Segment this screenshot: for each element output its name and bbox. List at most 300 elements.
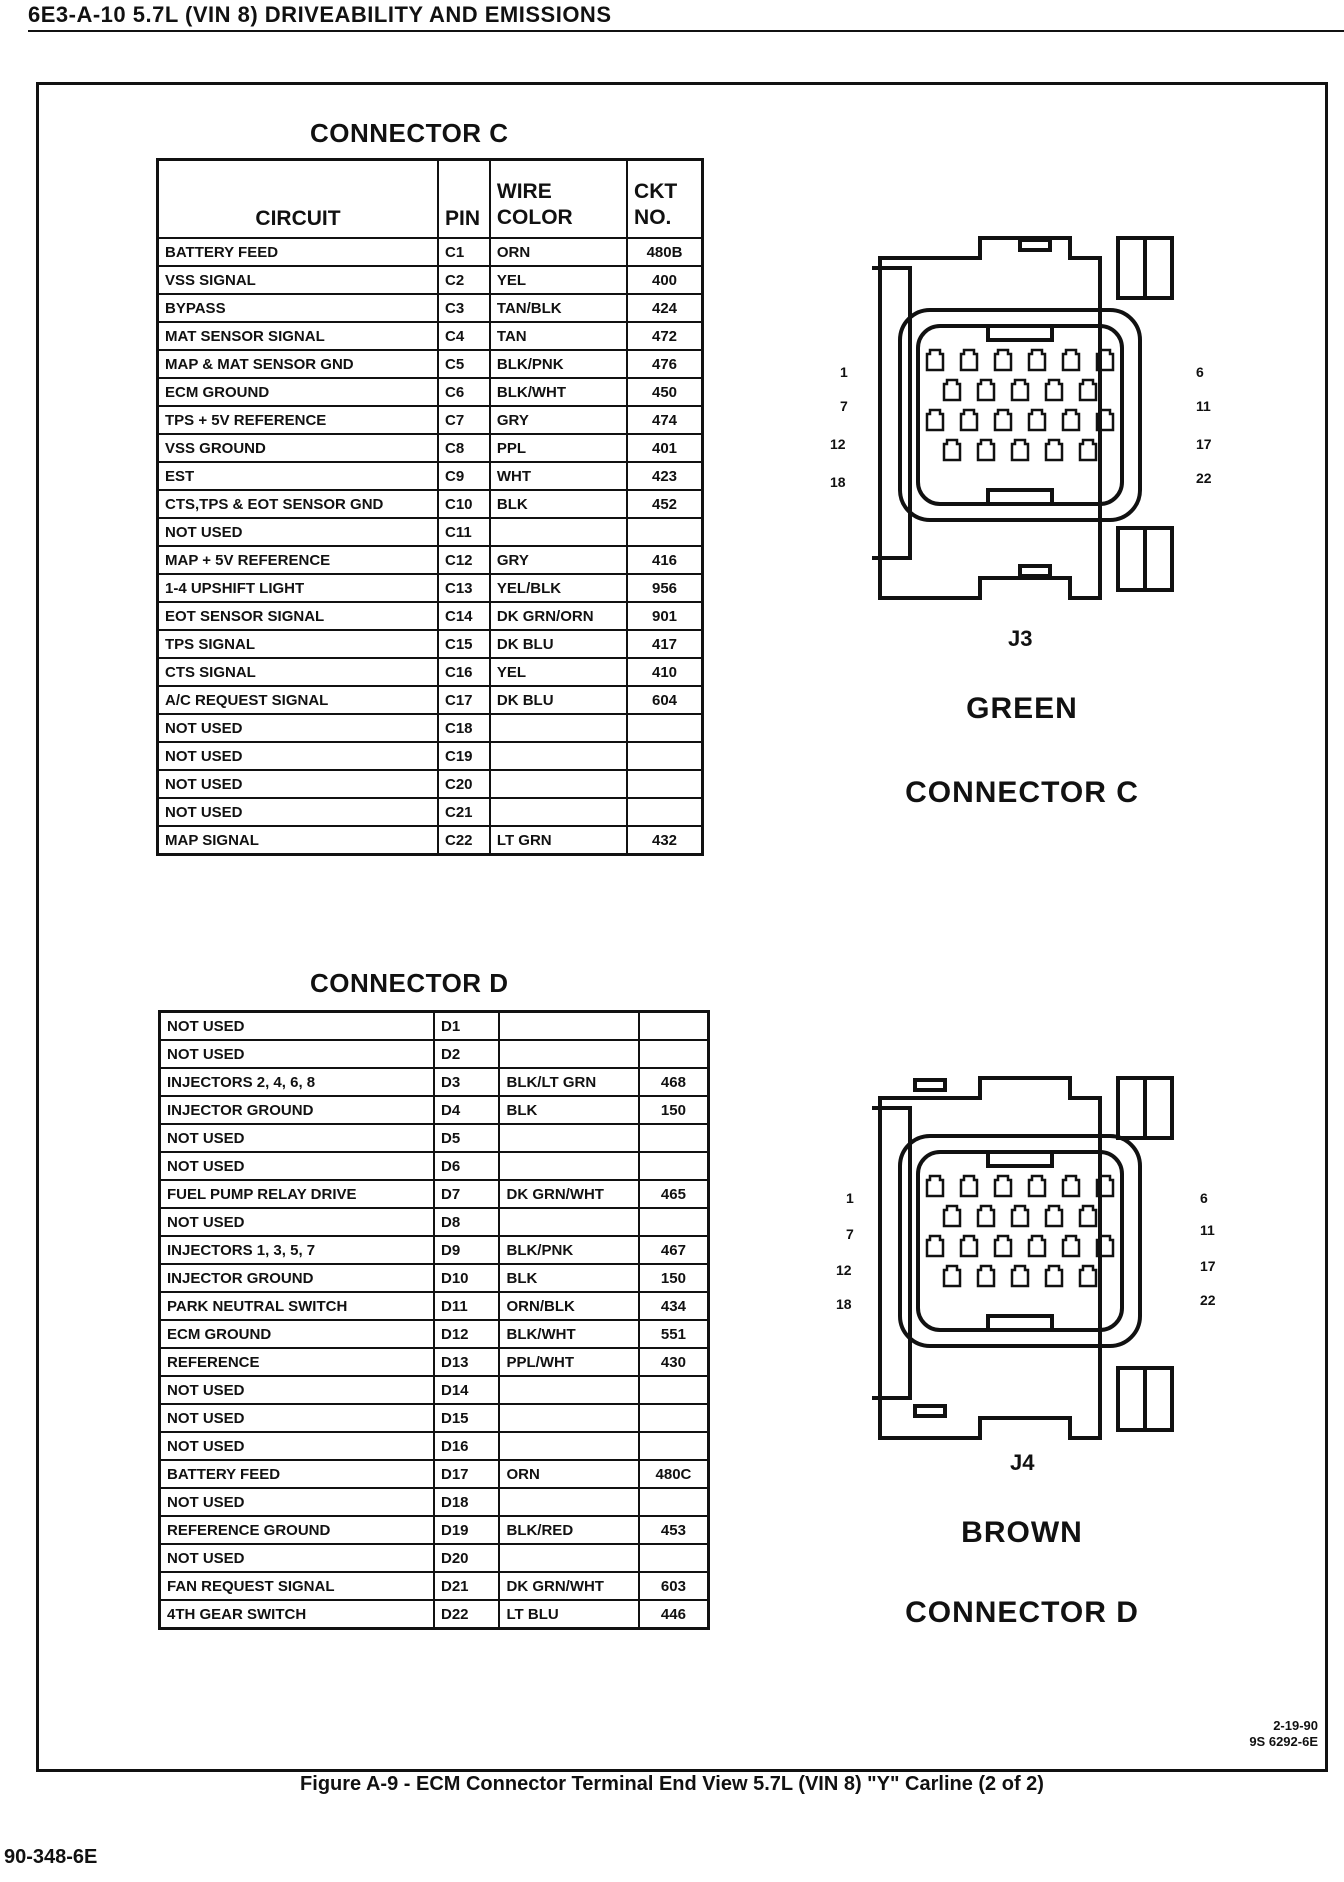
circuit-cell: NOT USED xyxy=(158,770,438,798)
connector-c-jack: J3 xyxy=(1008,626,1033,651)
pin-cell: C2 xyxy=(438,266,490,294)
terminal-cavity-icon xyxy=(1080,1206,1096,1226)
terminal-cavity-icon xyxy=(944,440,960,460)
pin-cell: C20 xyxy=(438,770,490,798)
wire-color-cell: YEL/BLK xyxy=(490,574,627,602)
wire-color-cell: TAN/BLK xyxy=(490,294,627,322)
pin-cell: D13 xyxy=(434,1348,499,1376)
circuit-cell: NOT USED xyxy=(160,1124,435,1152)
pin-cell: D8 xyxy=(434,1208,499,1236)
pin-cell: D10 xyxy=(434,1264,499,1292)
terminal-cavity-icon xyxy=(995,1236,1011,1256)
terminal-cavity-icon xyxy=(944,1266,960,1286)
pin-cell: D21 xyxy=(434,1572,499,1600)
wire-color-cell xyxy=(499,1152,638,1180)
ckt-no-cell: 453 xyxy=(639,1516,709,1544)
ckt-no-cell: 424 xyxy=(627,294,702,322)
wire-color-cell: BLK xyxy=(490,490,627,518)
connector-d-jack: J4 xyxy=(1010,1450,1035,1475)
circuit-cell: VSS SIGNAL xyxy=(158,266,438,294)
terminal-cavity-icon xyxy=(978,1266,994,1286)
pin-cell: C8 xyxy=(438,434,490,462)
table-row xyxy=(160,1124,709,1152)
ckt-no-cell: 401 xyxy=(627,434,702,462)
ckt-no-cell xyxy=(639,1488,709,1516)
pin-number-18: 18 xyxy=(836,1296,852,1312)
pin-cell: D11 xyxy=(434,1292,499,1320)
ckt-no-cell xyxy=(639,1376,709,1404)
circuit-cell: NOT USED xyxy=(160,1376,435,1404)
pin-cell: D14 xyxy=(434,1376,499,1404)
wire-color-cell: DK BLU xyxy=(490,630,627,658)
table-row xyxy=(158,546,703,574)
terminal-cavity-icon xyxy=(1063,1176,1079,1196)
ckt-no-cell xyxy=(639,1124,709,1152)
circuit-cell: MAP & MAT SENSOR GND xyxy=(158,350,438,378)
wire-color-cell xyxy=(499,1040,638,1068)
ckt-no-cell xyxy=(627,770,702,798)
ckt-no-cell xyxy=(627,714,702,742)
connector-d-housing xyxy=(872,1078,1172,1438)
table-row xyxy=(160,1236,709,1264)
circuit-cell: NOT USED xyxy=(160,1012,435,1041)
circuit-cell: INJECTORS 2, 4, 6, 8 xyxy=(160,1068,435,1096)
ckt-no-cell: 480B xyxy=(627,238,702,266)
circuit-cell: CTS SIGNAL xyxy=(158,658,438,686)
circuit-cell: NOT USED xyxy=(158,798,438,826)
wire-color-cell xyxy=(499,1544,638,1572)
ckt-no-cell: 423 xyxy=(627,462,702,490)
table-row xyxy=(160,1544,709,1572)
table-row xyxy=(158,574,703,602)
terminal-cavity-icon xyxy=(995,350,1011,370)
terminal-cavity-icon xyxy=(1046,1266,1062,1286)
page-header: 6E3-A-10 5.7L (VIN 8) DRIVEABILITY AND EMISSIONS xyxy=(28,2,612,27)
ckt-no-cell: 434 xyxy=(639,1292,709,1320)
page-footer: 90-348-6E xyxy=(4,1846,98,1868)
table-row xyxy=(158,322,703,350)
pin-cell: C6 xyxy=(438,378,490,406)
pin-cell: D5 xyxy=(434,1124,499,1152)
ckt-no-cell xyxy=(639,1012,709,1041)
connector-c-diagram xyxy=(870,228,1190,608)
terminal-cavity-icon xyxy=(1063,1236,1079,1256)
pin-number-17: 17 xyxy=(1196,436,1212,452)
pin-cell: C9 xyxy=(438,462,490,490)
wire-color-cell xyxy=(490,742,627,770)
table-row xyxy=(158,434,703,462)
circuit-cell: CTS,TPS & EOT SENSOR GND xyxy=(158,490,438,518)
ckt-no-cell xyxy=(639,1432,709,1460)
figure-date: 2-19-90 xyxy=(1273,1718,1318,1733)
table-row xyxy=(158,350,703,378)
wire-color-cell: GRY xyxy=(490,406,627,434)
wire-color-cell xyxy=(490,798,627,826)
pin-cell: D7 xyxy=(434,1180,499,1208)
pin-cell: C11 xyxy=(438,518,490,546)
wire-color-cell: BLK/PNK xyxy=(490,350,627,378)
pin-cell: C12 xyxy=(438,546,490,574)
pin-cell: D20 xyxy=(434,1544,499,1572)
ckt-no-cell xyxy=(639,1040,709,1068)
circuit-cell: EST xyxy=(158,462,438,490)
terminal-cavity-icon xyxy=(1012,1206,1028,1226)
pin-cell: D12 xyxy=(434,1320,499,1348)
pin-cell: D19 xyxy=(434,1516,499,1544)
terminal-cavity-icon xyxy=(978,380,994,400)
terminal-cavity-icon xyxy=(1029,1176,1045,1196)
circuit-cell: 1-4 UPSHIFT LIGHT xyxy=(158,574,438,602)
pin-cell: D2 xyxy=(434,1040,499,1068)
pin-cell: C3 xyxy=(438,294,490,322)
pin-number-7: 7 xyxy=(846,1226,854,1242)
wire-color-cell: YEL xyxy=(490,658,627,686)
circuit-cell: 4TH GEAR SWITCH xyxy=(160,1600,435,1629)
circuit-cell: NOT USED xyxy=(160,1544,435,1572)
pin-cell: C22 xyxy=(438,826,490,855)
pin-number-11: 11 xyxy=(1196,398,1211,414)
ckt-no-cell: 417 xyxy=(627,630,702,658)
circuit-cell: FUEL PUMP RELAY DRIVE xyxy=(160,1180,435,1208)
table-row xyxy=(160,1096,709,1124)
table-row xyxy=(158,378,703,406)
wire-color-cell: DK BLU xyxy=(490,686,627,714)
table-row xyxy=(158,238,703,266)
wire-color-cell xyxy=(499,1012,638,1041)
wire-color-cell xyxy=(490,770,627,798)
terminal-cavity-icon xyxy=(1046,380,1062,400)
table-row xyxy=(160,1264,709,1292)
table-row xyxy=(158,518,703,546)
circuit-cell: PARK NEUTRAL SWITCH xyxy=(160,1292,435,1320)
table-row xyxy=(160,1488,709,1516)
pin-number-1: 1 xyxy=(840,364,848,380)
circuit-cell: NOT USED xyxy=(160,1040,435,1068)
terminal-cavity-icon xyxy=(944,380,960,400)
table-row xyxy=(160,1348,709,1376)
pin-number-22: 22 xyxy=(1200,1292,1216,1308)
connector-d-name: CONNECTOR D xyxy=(905,1596,1139,1629)
wire-color-cell: PPL/WHT xyxy=(499,1348,638,1376)
pin-cell: D18 xyxy=(434,1488,499,1516)
table-row xyxy=(160,1320,709,1348)
terminal-cavity-icon xyxy=(995,1176,1011,1196)
ckt-no-cell xyxy=(639,1404,709,1432)
circuit-cell: BATTERY FEED xyxy=(158,238,438,266)
table-row xyxy=(158,630,703,658)
pin-cell: C15 xyxy=(438,630,490,658)
table-row xyxy=(160,1012,709,1041)
terminal-cavity-icon xyxy=(1046,440,1062,460)
circuit-cell: TPS + 5V REFERENCE xyxy=(158,406,438,434)
circuit-cell: NOT USED xyxy=(158,742,438,770)
figure-note xyxy=(1220,1718,1318,1750)
connector-c-table xyxy=(156,158,704,856)
pin-cell: C4 xyxy=(438,322,490,350)
connector-d-table xyxy=(158,1010,710,1630)
circuit-cell: MAT SENSOR SIGNAL xyxy=(158,322,438,350)
pin-number-17: 17 xyxy=(1200,1258,1216,1274)
wire-color-cell: DK GRN/WHT xyxy=(499,1572,638,1600)
wire-color-cell: BLK/PNK xyxy=(499,1236,638,1264)
pin-cell: D16 xyxy=(434,1432,499,1460)
table-row xyxy=(158,294,703,322)
ckt-no-cell: 452 xyxy=(627,490,702,518)
wire-color-cell: BLK/WHT xyxy=(499,1320,638,1348)
ckt-no-cell: 468 xyxy=(639,1068,709,1096)
connector-d-diagram xyxy=(870,1068,1190,1448)
wire-color-cell: ORN xyxy=(490,238,627,266)
table-row xyxy=(158,266,703,294)
table-row xyxy=(160,1404,709,1432)
wire-color-cell xyxy=(499,1208,638,1236)
pin-cell: D6 xyxy=(434,1152,499,1180)
table-row xyxy=(160,1068,709,1096)
pin-cell: C10 xyxy=(438,490,490,518)
circuit-cell: ECM GROUND xyxy=(158,378,438,406)
pin-cell: C13 xyxy=(438,574,490,602)
wire-color-cell: DK GRN/ORN xyxy=(490,602,627,630)
wire-color-cell xyxy=(499,1376,638,1404)
pin-cell: D17 xyxy=(434,1460,499,1488)
ckt-no-cell xyxy=(627,518,702,546)
pin-cell: C14 xyxy=(438,602,490,630)
pin-number-12: 12 xyxy=(836,1262,852,1278)
column-header-pin: PIN xyxy=(438,160,490,239)
circuit-cell: TPS SIGNAL xyxy=(158,630,438,658)
circuit-cell: MAP + 5V REFERENCE xyxy=(158,546,438,574)
table-row xyxy=(160,1600,709,1629)
pin-number-22: 22 xyxy=(1196,470,1212,486)
terminal-cavity-icon xyxy=(927,410,943,430)
wire-color-cell: DK GRN/WHT xyxy=(499,1180,638,1208)
pin-cell: C18 xyxy=(438,714,490,742)
pin-number-12: 12 xyxy=(830,436,846,452)
ckt-no-cell: 410 xyxy=(627,658,702,686)
pin-number-6: 6 xyxy=(1200,1190,1208,1206)
wire-color-cell xyxy=(490,518,627,546)
terminal-cavity-icon xyxy=(961,1176,977,1196)
ckt-no-cell xyxy=(627,798,702,826)
terminal-cavity-icon xyxy=(1080,440,1096,460)
wire-color-cell: GRY xyxy=(490,546,627,574)
circuit-cell: ECM GROUND xyxy=(160,1320,435,1348)
pin-number-7: 7 xyxy=(840,398,848,414)
connector-c-name: CONNECTOR C xyxy=(905,776,1139,809)
wire-color-cell: WHT xyxy=(490,462,627,490)
ckt-no-cell xyxy=(639,1152,709,1180)
wire-color-cell: YEL xyxy=(490,266,627,294)
pin-cell: C5 xyxy=(438,350,490,378)
connector-d-title: CONNECTOR D xyxy=(310,968,509,998)
wire-color-cell: BLK/LT GRN xyxy=(499,1068,638,1096)
ckt-no-cell: 416 xyxy=(627,546,702,574)
pin-cell: D9 xyxy=(434,1236,499,1264)
table-row xyxy=(158,462,703,490)
pin-cell: C16 xyxy=(438,658,490,686)
table-row xyxy=(160,1572,709,1600)
circuit-cell: NOT USED xyxy=(158,714,438,742)
terminal-cavity-icon xyxy=(978,440,994,460)
ckt-no-cell: 430 xyxy=(639,1348,709,1376)
terminal-cavity-icon xyxy=(944,1206,960,1226)
connector-d-pins xyxy=(927,1176,1113,1286)
pin-cell: C17 xyxy=(438,686,490,714)
connector-c-housing xyxy=(872,238,1172,598)
terminal-cavity-icon xyxy=(961,350,977,370)
column-header-circuit: CIRCUIT xyxy=(158,160,438,239)
circuit-cell: EOT SENSOR SIGNAL xyxy=(158,602,438,630)
terminal-cavity-icon xyxy=(1029,410,1045,430)
circuit-cell: NOT USED xyxy=(160,1488,435,1516)
ckt-no-cell: 603 xyxy=(639,1572,709,1600)
terminal-cavity-icon xyxy=(1012,1266,1028,1286)
wire-color-cell xyxy=(499,1488,638,1516)
circuit-cell: NOT USED xyxy=(160,1404,435,1432)
ckt-no-cell: 150 xyxy=(639,1096,709,1124)
wire-color-cell xyxy=(499,1404,638,1432)
terminal-cavity-icon xyxy=(1063,350,1079,370)
terminal-cavity-icon xyxy=(1046,1206,1062,1226)
connector-d-color: BROWN xyxy=(961,1516,1083,1549)
table-row xyxy=(160,1208,709,1236)
pin-cell: D15 xyxy=(434,1404,499,1432)
wire-color-cell: LT BLU xyxy=(499,1600,638,1629)
wire-color-cell: BLK/WHT xyxy=(490,378,627,406)
table-row xyxy=(160,1152,709,1180)
terminal-cavity-icon xyxy=(927,350,943,370)
connector-c-color: GREEN xyxy=(966,692,1078,725)
pin-cell: C21 xyxy=(438,798,490,826)
pin-cell: D4 xyxy=(434,1096,499,1124)
connector-c-title: CONNECTOR C xyxy=(310,118,509,148)
table-row xyxy=(158,658,703,686)
ckt-no-cell xyxy=(639,1208,709,1236)
circuit-cell: BATTERY FEED xyxy=(160,1460,435,1488)
wire-color-cell: ORN/BLK xyxy=(499,1292,638,1320)
pin-number-6: 6 xyxy=(1196,364,1204,380)
column-header-ckt-no: CKT NO. xyxy=(627,160,702,239)
ckt-no-cell: 446 xyxy=(639,1600,709,1629)
connector-c-pins xyxy=(927,350,1113,460)
ckt-no-cell: 465 xyxy=(639,1180,709,1208)
ckt-no-cell: 472 xyxy=(627,322,702,350)
table-row xyxy=(160,1376,709,1404)
circuit-cell: INJECTOR GROUND xyxy=(160,1096,435,1124)
table-row xyxy=(158,490,703,518)
wire-color-cell xyxy=(490,714,627,742)
pin-cell: D3 xyxy=(434,1068,499,1096)
ckt-no-cell: 551 xyxy=(639,1320,709,1348)
pin-number-18: 18 xyxy=(830,474,846,490)
pin-cell: D1 xyxy=(434,1012,499,1041)
circuit-cell: INJECTORS 1, 3, 5, 7 xyxy=(160,1236,435,1264)
terminal-cavity-icon xyxy=(961,1236,977,1256)
table-row xyxy=(158,406,703,434)
figure-code: 9S 6292-6E xyxy=(1249,1734,1318,1749)
wire-color-cell: PPL xyxy=(490,434,627,462)
ckt-no-cell: 432 xyxy=(627,826,702,855)
table-row xyxy=(158,826,703,855)
header-rule xyxy=(28,30,1344,32)
table-row xyxy=(160,1516,709,1544)
circuit-cell: INJECTOR GROUND xyxy=(160,1264,435,1292)
ckt-no-cell: 150 xyxy=(639,1264,709,1292)
ckt-no-cell: 480C xyxy=(639,1460,709,1488)
terminal-cavity-icon xyxy=(961,410,977,430)
circuit-cell: NOT USED xyxy=(160,1208,435,1236)
terminal-cavity-icon xyxy=(995,410,1011,430)
wire-color-cell: BLK/RED xyxy=(499,1516,638,1544)
ckt-no-cell: 956 xyxy=(627,574,702,602)
ckt-no-cell: 474 xyxy=(627,406,702,434)
ckt-no-cell: 467 xyxy=(639,1236,709,1264)
circuit-cell: VSS GROUND xyxy=(158,434,438,462)
circuit-cell: BYPASS xyxy=(158,294,438,322)
column-header-wire-color: WIRE COLOR xyxy=(490,160,627,239)
wire-color-cell: TAN xyxy=(490,322,627,350)
ckt-no-cell: 400 xyxy=(627,266,702,294)
pin-cell: C1 xyxy=(438,238,490,266)
circuit-cell: REFERENCE xyxy=(160,1348,435,1376)
terminal-cavity-icon xyxy=(927,1236,943,1256)
table-row xyxy=(158,798,703,826)
table-row xyxy=(160,1292,709,1320)
terminal-cavity-icon xyxy=(1080,380,1096,400)
terminal-cavity-icon xyxy=(1012,440,1028,460)
figure-caption: Figure A-9 - ECM Connector Terminal End View 5.7L (VIN 8) "Y" Carline (2 of 2) xyxy=(300,1773,1044,1795)
pin-cell: C19 xyxy=(438,742,490,770)
table-row xyxy=(160,1460,709,1488)
terminal-cavity-icon xyxy=(1080,1266,1096,1286)
table-row xyxy=(160,1180,709,1208)
table-row xyxy=(158,742,703,770)
pin-cell: D22 xyxy=(434,1600,499,1629)
wire-color-cell: BLK xyxy=(499,1264,638,1292)
terminal-cavity-icon xyxy=(978,1206,994,1226)
circuit-cell: NOT USED xyxy=(158,518,438,546)
table-row xyxy=(158,714,703,742)
ckt-no-cell xyxy=(627,742,702,770)
wire-color-cell: ORN xyxy=(499,1460,638,1488)
table-row xyxy=(160,1432,709,1460)
circuit-cell: A/C REQUEST SIGNAL xyxy=(158,686,438,714)
wire-color-cell xyxy=(499,1124,638,1152)
pin-number-11: 11 xyxy=(1200,1222,1215,1238)
circuit-cell: MAP SIGNAL xyxy=(158,826,438,855)
wire-color-cell: BLK xyxy=(499,1096,638,1124)
terminal-cavity-icon xyxy=(1029,350,1045,370)
wire-color-cell: LT GRN xyxy=(490,826,627,855)
table-row xyxy=(158,686,703,714)
circuit-cell: NOT USED xyxy=(160,1432,435,1460)
ckt-no-cell: 476 xyxy=(627,350,702,378)
ckt-no-cell: 604 xyxy=(627,686,702,714)
wire-color-cell xyxy=(499,1432,638,1460)
circuit-cell: REFERENCE GROUND xyxy=(160,1516,435,1544)
table-row xyxy=(158,602,703,630)
ckt-no-cell xyxy=(639,1544,709,1572)
terminal-cavity-icon xyxy=(1012,380,1028,400)
pin-cell: C7 xyxy=(438,406,490,434)
table-row xyxy=(158,770,703,798)
terminal-cavity-icon xyxy=(1063,410,1079,430)
terminal-cavity-icon xyxy=(927,1176,943,1196)
table-row xyxy=(160,1040,709,1068)
circuit-cell: NOT USED xyxy=(160,1152,435,1180)
pin-number-1: 1 xyxy=(846,1190,854,1206)
terminal-cavity-icon xyxy=(1029,1236,1045,1256)
